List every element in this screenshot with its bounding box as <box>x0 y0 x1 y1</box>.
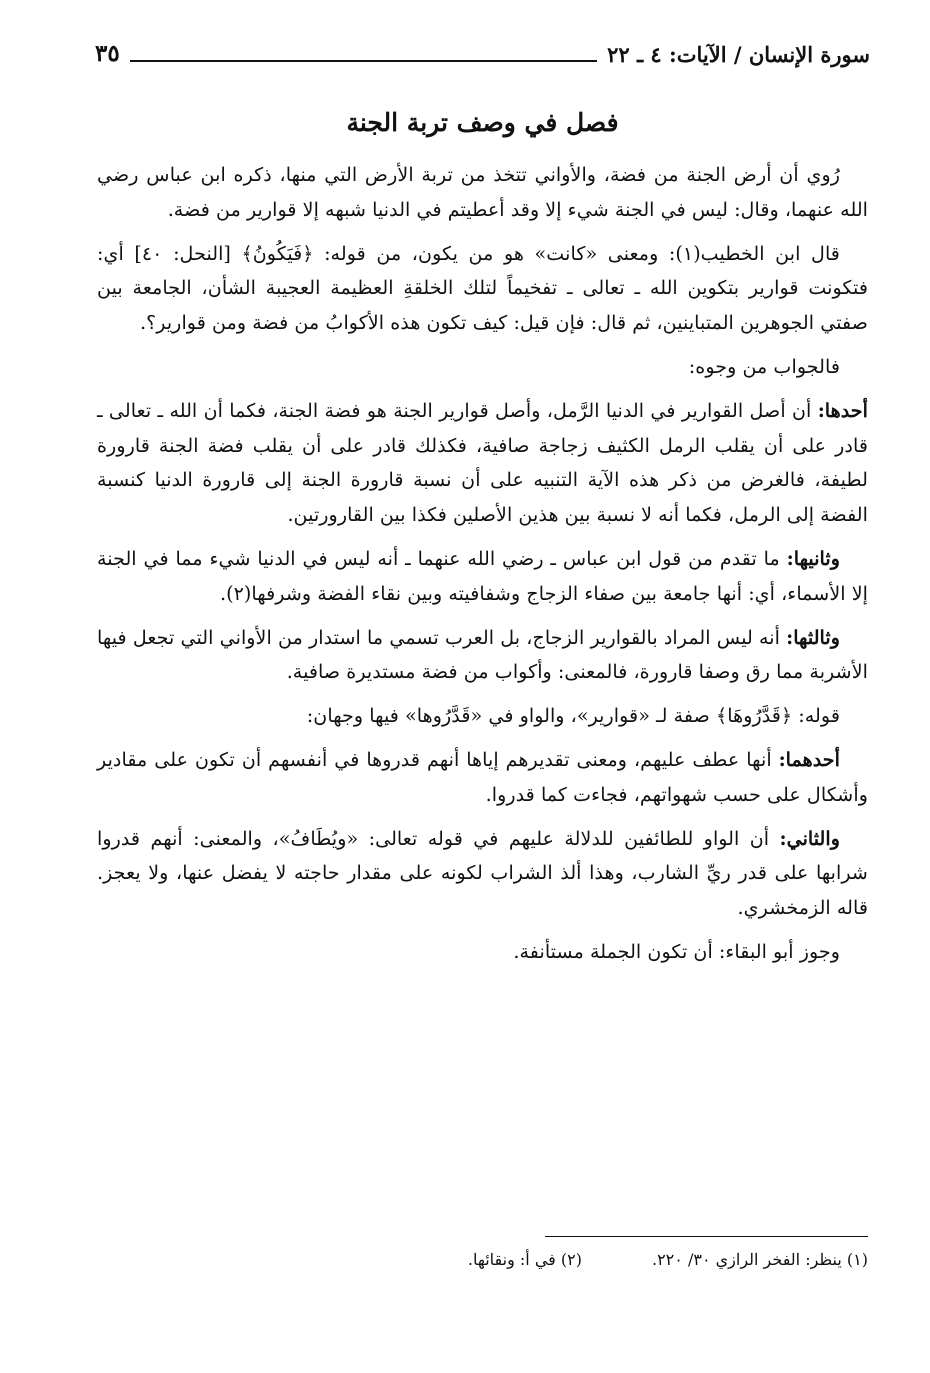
paragraph: رُوي أن أرض الجنة من فضة، والأواني تتخذ من تربة الأرض التي منها، ذكره ابن عباس رضي الله عنهما، وقال: ليس في الجنة شيء إلا وقد أعطيتم في الدنيا شبهه إلا قوارير من فضة. <box>97 163 868 221</box>
footnote: (١) ينظر: الفخر الرازي ٣٠/ ٢٢٠. <box>651 1250 868 1269</box>
paragraph: قال ابن الخطيب(١): ومعنى «كانت» هو من يكون، من قوله: ﴿فَيَكُونُ﴾ [النحل: ٤٠] أي: فتكونت قوارير بتكوين الله ـ تعالى ـ تفخيماً لتلك الخلقةِ العظيمة العجيبة الشأن، الجامعة بين صفتي الجوهرين المتباينين، ثم قال: فإن قيل: كيف تكون هذه الأكوابُ من فضة ومن قوارير؟. <box>97 241 868 335</box>
page-number: ٣٥ <box>95 40 120 67</box>
paragraph: وثانيها: ما تقدم من قول ابن عباس ـ رضي الله عنهما ـ أنه ليس في الدنيا شيء مما في الجنة إلا الأسماء، أي: أنها جامعة بين صفاء الزجاج وشفافيته وبين نقاء الفضة وشرفها(٢). <box>97 546 868 605</box>
running-title: سورة الإنسان / الآيات: ٤ ـ ٢٢ <box>607 42 870 67</box>
page-header <box>95 30 870 70</box>
footnotes <box>97 1250 868 1269</box>
paragraph: أحدهما: أنها عطف عليهم، ومعنى تقديرهم إياها أنهم قدروها في أنفسهم أن تكون على مقادير وأشكال على حسب شهواتهم، فجاءت كما قدروا. <box>97 747 868 806</box>
paragraph: وجوز أبو البقاء: أن تكون الجملة مستأنفة. <box>513 939 840 963</box>
footnote: (٢) في أ: ونقائها. <box>467 1250 582 1269</box>
paragraph: قوله: ﴿قَدَّرُوهَا﴾ صفة لـ «قوارير»، والواو في «قَدَّرُوها» فيها وجهان: <box>306 704 840 728</box>
paragraph: والثاني: أن الواو للطائفين للدلالة عليهم في قوله تعالى: «ويُطَافُ»، والمعنى: أنهم قدروا شرابها على قدر ريِّ الشارب، وهذا ألذ الشراب لكونه على مقدار حاجته لا يفضل عنها، ولا يعجز. قاله الزمخشري. <box>97 826 868 920</box>
footnote-rule <box>545 1236 868 1237</box>
body-text <box>97 158 868 979</box>
paragraph: وثالثها: أنه ليس المراد بالقوارير الزجاج، بل العرب تسمي ما استدار من الأواني التي تجعل فيها الأشربة مما رق وصفا قارورة، فالمعنى: وأكواب من فضة مستديرة صافية. <box>97 625 868 684</box>
section-title: فصل في وصف تربة الجنة <box>346 108 619 137</box>
paragraph: أحدها: أن أصل القوارير في الدنيا الرَّمل، وأصل قوارير الجنة هو فضة الجنة، فكما أن الله ـ تعالى ـ قادر على أن يقلب الرمل الكثيف زجاجة صافية، فكذلك قادر على أن يقلب فضة الجنة قارورة لطيفة، فالغرض من ذكر هذه الآية التنبيه على أن نسبة قارورة الجنة إلى قارورة الدنيا كنسبة الفضة إلى الرمل، فكما أنه لا نسبة بين هذين الأصلين فكذا بين القارورتين. <box>97 398 868 527</box>
header-rule <box>130 60 597 62</box>
paragraph: فالجواب من وجوه: <box>688 354 840 378</box>
